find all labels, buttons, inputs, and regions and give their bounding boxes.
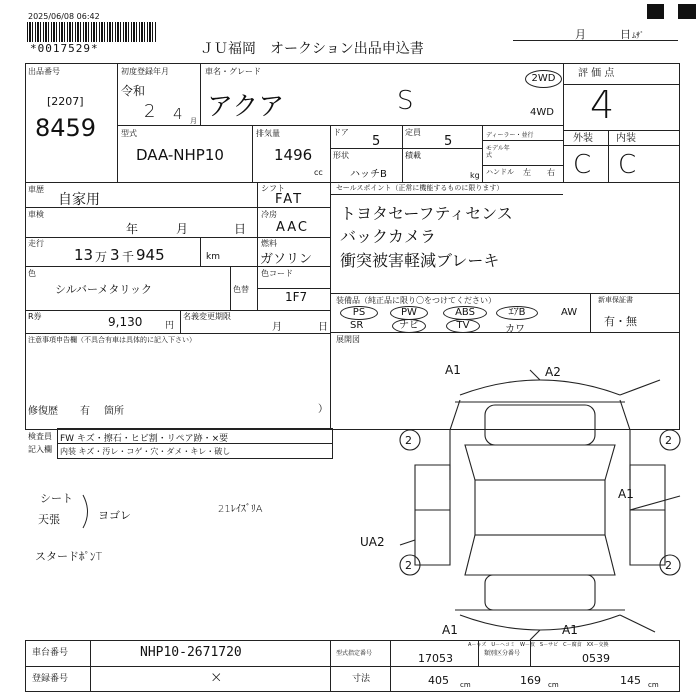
repair-history-value: 有 [80,406,90,417]
sales-point-1: トヨタセーフティセンス [340,204,513,223]
interior-grade: C [618,150,637,180]
handle-right: 右 [547,168,555,177]
diagram-label: 展開図 [336,335,360,344]
handle-label: ハンドル [486,168,514,176]
corner-mark [678,4,696,19]
inspector-note-3: ヨゴレ [98,509,131,522]
lot-number: 8459 [35,114,97,142]
registration-value: × [210,668,223,686]
displacement-label: 排気量 [256,129,280,138]
color-change-label: 色替 [233,285,249,294]
displacement: 1496 [274,146,313,164]
inspector-note-1: シート [40,492,73,505]
doors-label: ドア [333,128,349,137]
barcode [27,22,157,42]
sales-point-3: 衝突被害軽減ブレーキ [340,251,500,270]
transfer-month: 月 [272,322,282,333]
height-unit: cm [648,681,659,689]
tax-label: R券 [28,312,42,321]
equip-tv: TV [446,319,480,333]
dealer-label: ディーラー・並行 [486,132,534,139]
damage-mark: A1 [442,623,458,637]
exterior-inspection-line: FW キズ・擦石・ヒビ割・リペア跡・×要 [60,434,229,444]
reg-year: 2 [144,101,156,122]
damage-mark: 2 [405,559,412,572]
auction-score: 4 [590,83,615,127]
seats: 5 [444,134,453,149]
tax-amount: 9,130 [108,315,143,329]
displacement-unit: cc [314,168,323,177]
grade: S [397,86,414,116]
equip-airbag: ｴｱB [496,306,538,320]
fuel: ガソリン [260,252,313,267]
seats-label: 定員 [405,128,421,137]
inspector-note-2: 天張 [38,513,60,526]
sen-unit: 千 [122,250,135,264]
new-warranty-value: 有・無 [604,315,637,328]
category-label: 類別区分番号 [484,650,521,657]
inspection-year: 年 [126,222,139,236]
sales-points-label: セールスポイント（正常に機能するものに限ります） [336,184,504,192]
date-suffix: ﾑｻﾞ [632,31,644,40]
height: 145 [620,674,641,687]
repair-history-label: 修復歴 [28,406,58,417]
corner-mark [647,4,664,19]
date-month-label: 月 [575,28,586,41]
handle-left: 左 [523,168,531,177]
damage-mark: 2 [665,434,672,447]
body-label: 形状 [333,151,349,160]
km-unit: km [206,252,220,262]
inspector-note-5: スタードﾎﾟﾝT [35,550,103,563]
damage-mark: A2 [545,365,561,379]
shift-label: シフト [261,184,285,193]
type-cert-label: 型式指定番号 [336,650,373,657]
damage-mark: 2 [665,559,672,572]
inspector-label: 検査員 [28,432,52,441]
kg-unit: kg [470,171,480,180]
equip-navi: ナビ [392,319,426,333]
score-label: 評 価 点 [578,68,615,79]
width-unit: cm [548,681,559,689]
registration-label: 登録番号 [32,674,69,684]
drive-2wd: 2WD [525,70,562,88]
lot-sub-number: [2207] [47,95,84,108]
equip-leather: カワ [505,324,525,335]
damage-mark: 2 [405,434,412,447]
barcode-number: *0017529* [30,42,99,55]
usage-label: 車歴 [28,185,44,194]
reg-month: 4 [173,105,183,123]
exterior-label: 外装 [573,133,593,144]
transfer-day: 日 [318,322,328,333]
color-code-label: 色コード [261,269,293,278]
damage-mark: A1 [445,363,461,377]
sales-point-2: バックカメラ [340,227,437,246]
model-year-label: モデル年式 [486,145,510,159]
repair-count-suffix: 箇所 [104,406,124,417]
damage-mark: A1 [562,623,578,637]
equip-ps: PS [340,306,378,320]
equip-aw: AW [561,307,578,318]
car-name-label: 車名・グレード [205,67,261,76]
damage-legend: A－キズ U－ヘコミ W－波 S－サビ C－腐食 XX－交換 [468,642,609,648]
form-title: ＪＵ福岡 オークション出品申込書 [200,41,424,57]
model-code: DAA-NHP10 [136,146,224,164]
bracket-stroke [80,492,150,532]
ac: AAC [276,220,309,235]
chassis-number: NHP10-2671720 [140,645,242,660]
lot-number-label: 出品番号 [28,67,60,76]
mileage-rest: 945 [136,246,165,264]
type-cert-number: 17053 [418,652,453,665]
length: 405 [428,674,449,687]
transfer-deadline-label: 名義変更期限 [183,312,231,321]
shift: FAT [275,192,304,207]
equip-pw: PW [390,306,428,320]
equipment-label: 装備品（純正品に限り〇をつけてください） [336,296,496,305]
car-name: アクア [207,92,285,122]
mileage-man: 13 [74,246,94,264]
date-day-label: 日 [620,28,631,41]
damage-mark: A1 [618,487,634,501]
repair-bracket: ） [318,404,328,415]
category-number: 0539 [582,652,610,665]
equip-abs: ABS [443,306,487,320]
reg-month-unit: 月 [190,117,197,125]
fuel-label: 燃料 [261,239,277,248]
mileage-sen: 3 [110,246,120,264]
man-unit: 万 [95,250,108,264]
interior-inspection-line: 内装 キズ・汚レ・コゲ・穴・ダメ・キレ・破し [60,447,231,456]
inspector-note-4: 21ﾚｲｽﾞﾘA [218,504,263,515]
inspection-label: 車検 [28,210,44,219]
notes-label: 注意事項申告欄（不具合有車は具体的に記入下さい） [28,336,196,344]
damage-mark: UA2 [360,535,385,549]
ac-label: 冷房 [261,210,277,219]
first-registration-label: 初度登録年月 [121,67,169,76]
inspection-day: 日 [234,222,247,236]
payload-label: 積載 [405,151,421,160]
model-label: 型式 [121,129,137,138]
car-damage-diagram [360,360,690,650]
era: 令和 [121,84,146,98]
chassis-label: 車台番号 [32,648,69,658]
drive-4wd: 4WD [530,107,554,118]
equip-sr: SR [350,320,364,331]
color-code: 1F7 [285,290,308,304]
timestamp: 2025/06/08 06:42 [28,12,100,21]
usage: 自家用 [58,192,100,208]
inspector-fill-label: 記入欄 [28,445,52,454]
color-label: 色 [28,269,36,278]
body-type: ハッチB [350,169,387,180]
width: 169 [520,674,541,687]
yen-unit: 円 [165,321,175,331]
interior-label: 内装 [616,133,636,144]
mileage-label: 走行 [28,239,44,248]
new-warranty-label: 新車保証書 [598,296,633,304]
color: シルバーメタリック [55,283,152,296]
dimensions-label: 寸法 [352,674,371,684]
inspection-month: 月 [176,222,189,236]
exterior-grade: C [573,150,592,180]
length-unit: cm [460,681,471,689]
doors: 5 [372,134,381,149]
